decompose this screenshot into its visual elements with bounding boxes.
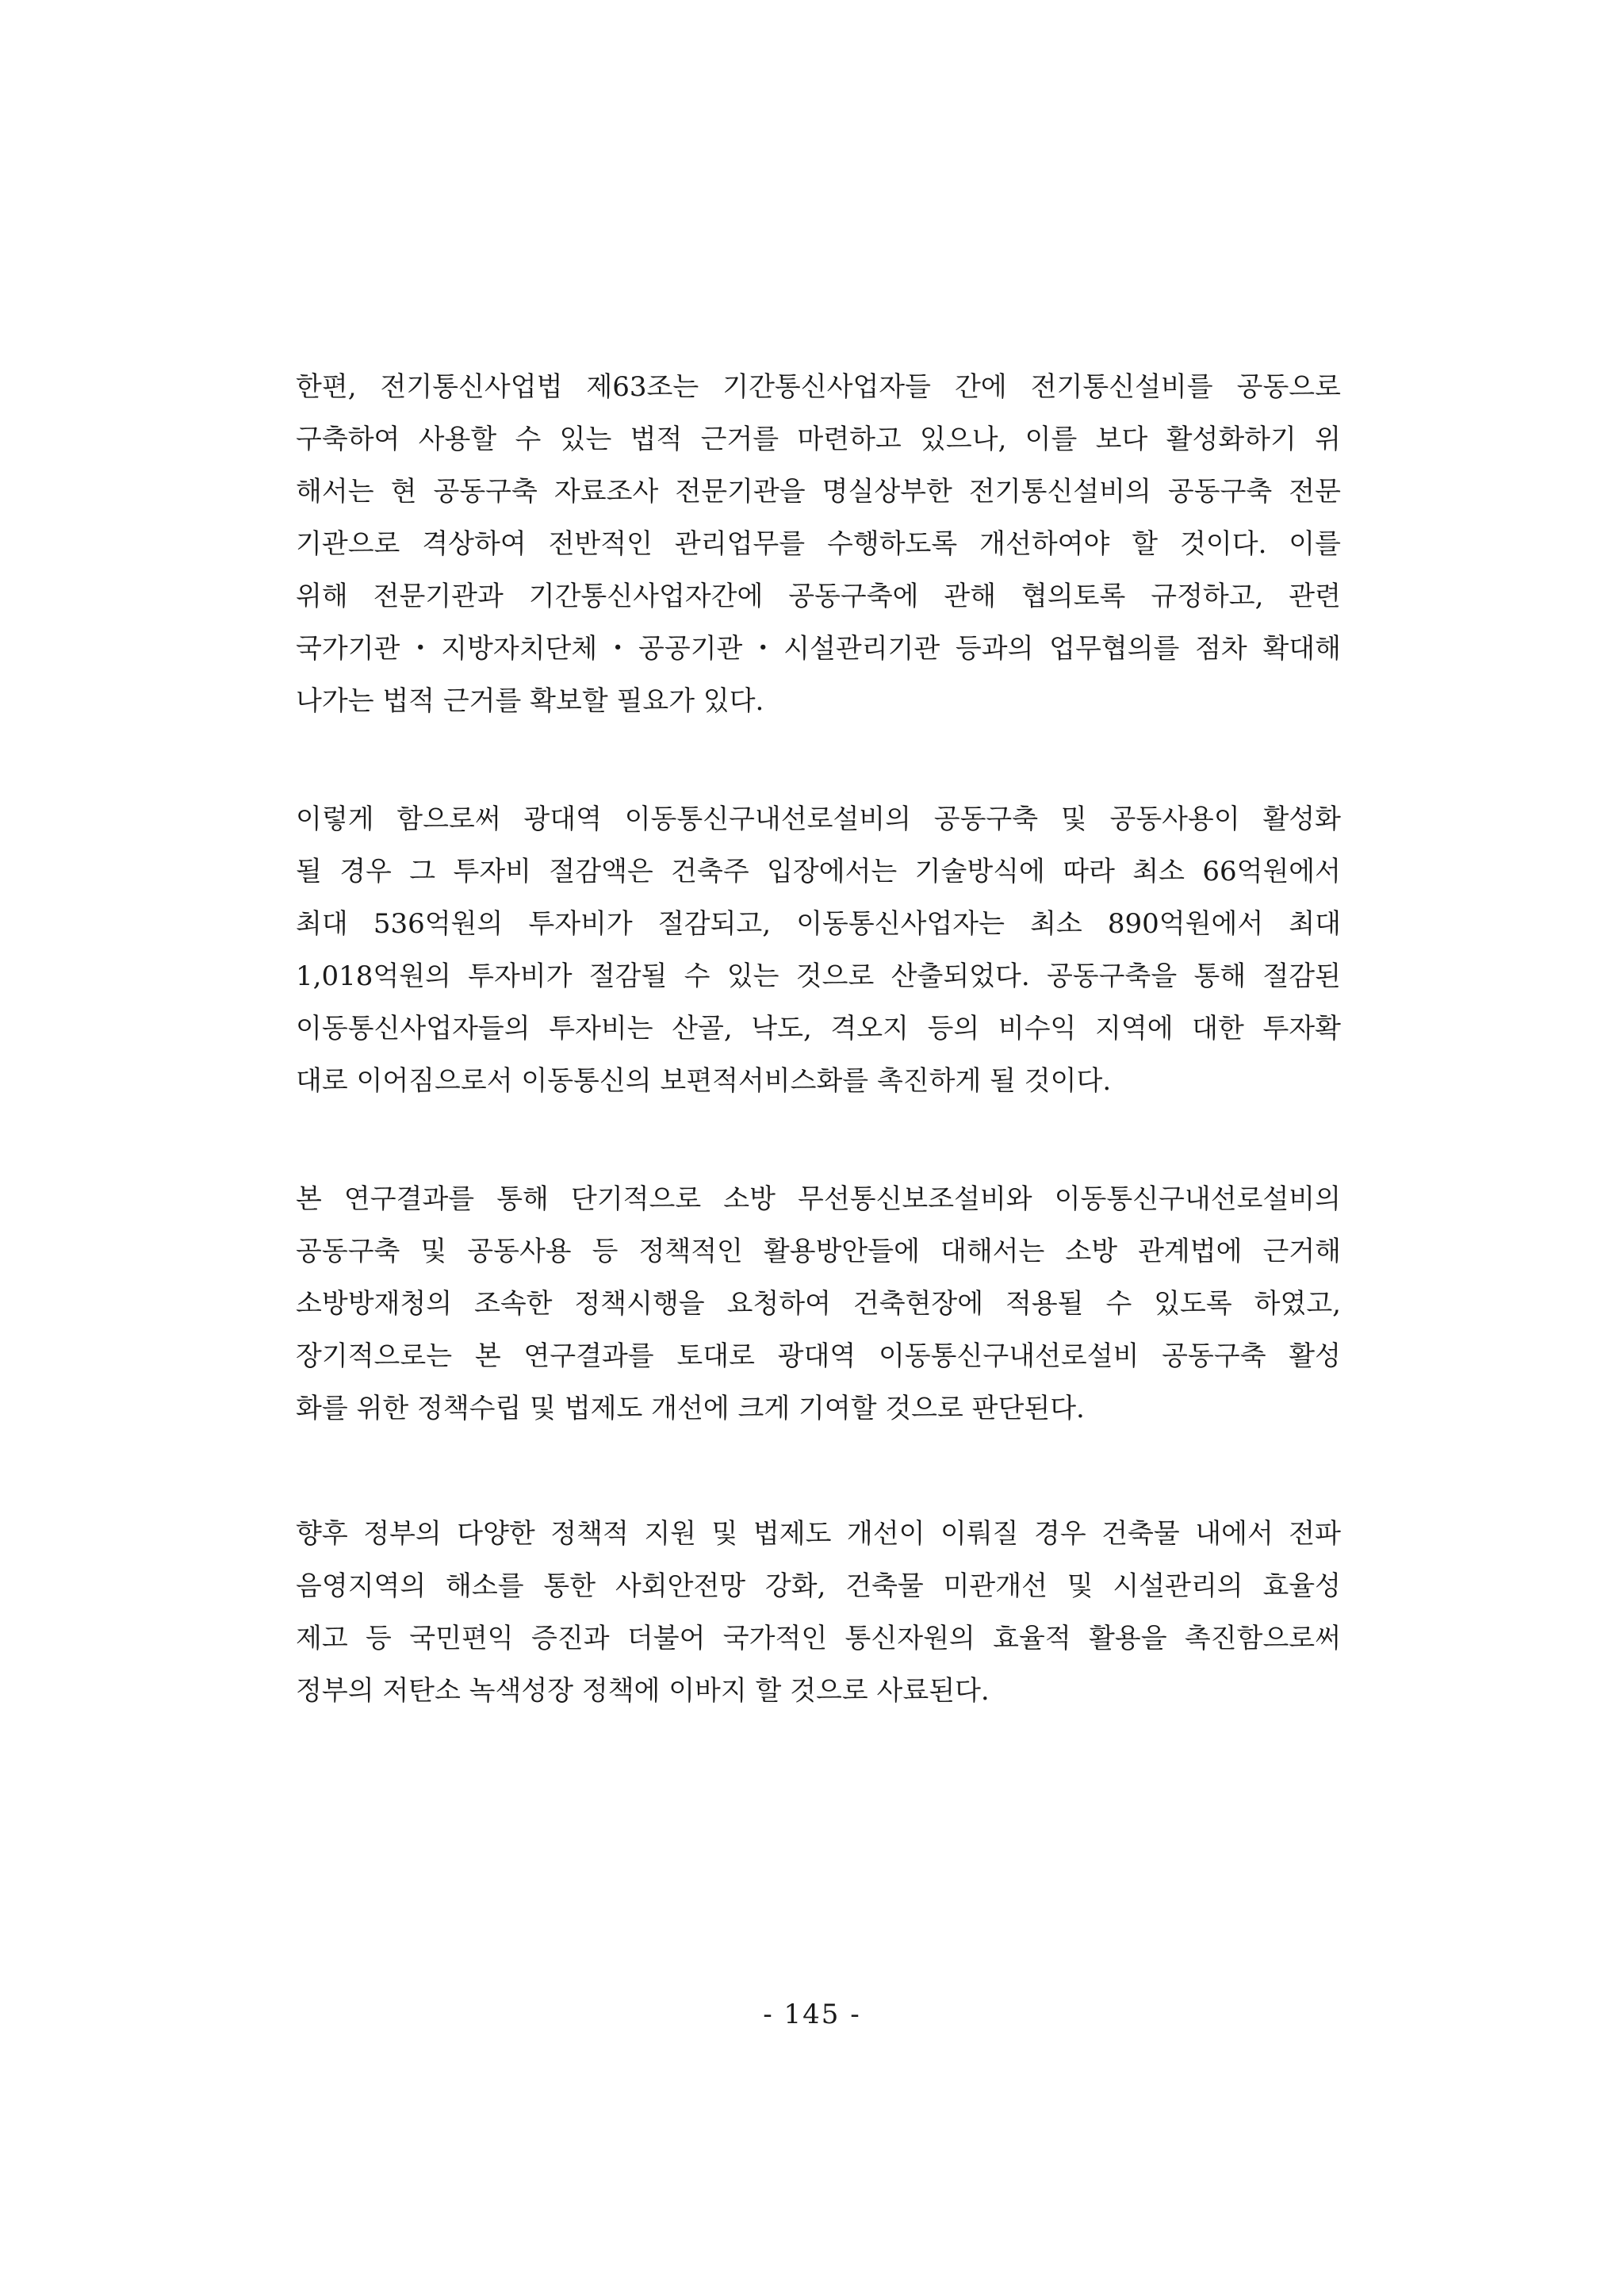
paragraph-line: 이동통신사업자들의 투자비는 산골, 낙도, 격오지 등의 비수익 지역에 대한 투자확 [296,1013,1341,1045]
paragraph-line: 국가기관・지방자치단체・공공기관・시설관리기관 등과의 업무협의를 점차 확대해 [296,633,1341,665]
paragraph-line: 장기적으로는 본 연구결과를 토대로 광대역 이동통신구내선로설비 공동구축 활성 [296,1340,1341,1372]
paragraph-line: 소방방재청의 조속한 정책시행을 요청하여 건축현장에 적용될 수 있도록 하였고, [296,1288,1341,1320]
paragraph-line: 화를 위한 정책수립 및 법제도 개선에 크게 기여할 것으로 판단된다. [296,1393,1085,1424]
paragraph-1 [296,361,1341,727]
paragraph-2 [296,793,1341,1107]
paragraph-line: 1,018억원의 투자비가 절감될 수 있는 것으로 산출되었다. 공동구축을 통해 절감된 [296,960,1341,992]
paragraph-line: 정부의 저탄소 녹색성장 정책에 이바지 할 것으로 사료된다. [296,1675,990,1707]
page-number: - 145 - [763,1999,861,2030]
paragraph-line: 최대 536억원의 투자비가 절감되고, 이동통신사업자는 최소 890억원에서 최대 [296,908,1341,940]
paragraph-line: 대로 이어짐으로서 이동통신의 보편적서비스화를 촉진하게 될 것이다. [296,1065,1112,1097]
paragraph-line: 한편, 전기통신사업법 제63조는 기간통신사업자들 간에 전기통신설비를 공동으로 [296,371,1341,403]
paragraph-line: 기관으로 격상하여 전반적인 관리업무를 수행하도록 개선하여야 할 것이다. 이를 [296,528,1341,560]
paragraph-line: 구축하여 사용할 수 있는 법적 근거를 마련하고 있으나, 이를 보다 활성화하기 위 [296,424,1341,455]
paragraph-line: 해서는 현 공동구축 자료조사 전문기관을 명실상부한 전기통신설비의 공동구축 전문 [296,476,1341,508]
paragraph-line: 이렇게 함으로써 광대역 이동통신구내선로설비의 공동구축 및 공동사용이 활성화 [296,803,1341,835]
paragraph-line: 본 연구결과를 통해 단기적으로 소방 무선통신보조설비와 이동통신구내선로설비의 [296,1183,1341,1215]
paragraph-line: 향후 정부의 다양한 정책적 지원 및 법제도 개선이 이뤄질 경우 건축물 내에서 전파 [296,1518,1341,1550]
paragraph-line: 공동구축 및 공동사용 등 정책적인 활용방안들에 대해서는 소방 관계법에 근거해 [296,1236,1341,1267]
paragraph-line: 될 경우 그 투자비 절감액은 건축주 입장에서는 기술방식에 따라 최소 66억원에서 [296,856,1341,887]
paragraph-line: 나가는 법적 근거를 확보할 필요가 있다. [296,685,764,717]
paragraph-3 [296,1173,1341,1435]
paragraph-line: 음영지역의 해소를 통한 사회안전망 강화, 건축물 미관개선 및 시설관리의 효율성 [296,1570,1341,1602]
paragraph-line: 위해 전문기관과 기간통신사업자간에 공동구축에 관해 협의토록 규정하고, 관련 [296,581,1341,612]
paragraph-line: 제고 등 국민편익 증진과 더불어 국가적인 통신자원의 효율적 활용을 촉진함으로써 [296,1623,1341,1654]
paragraph-4 [296,1508,1341,1717]
